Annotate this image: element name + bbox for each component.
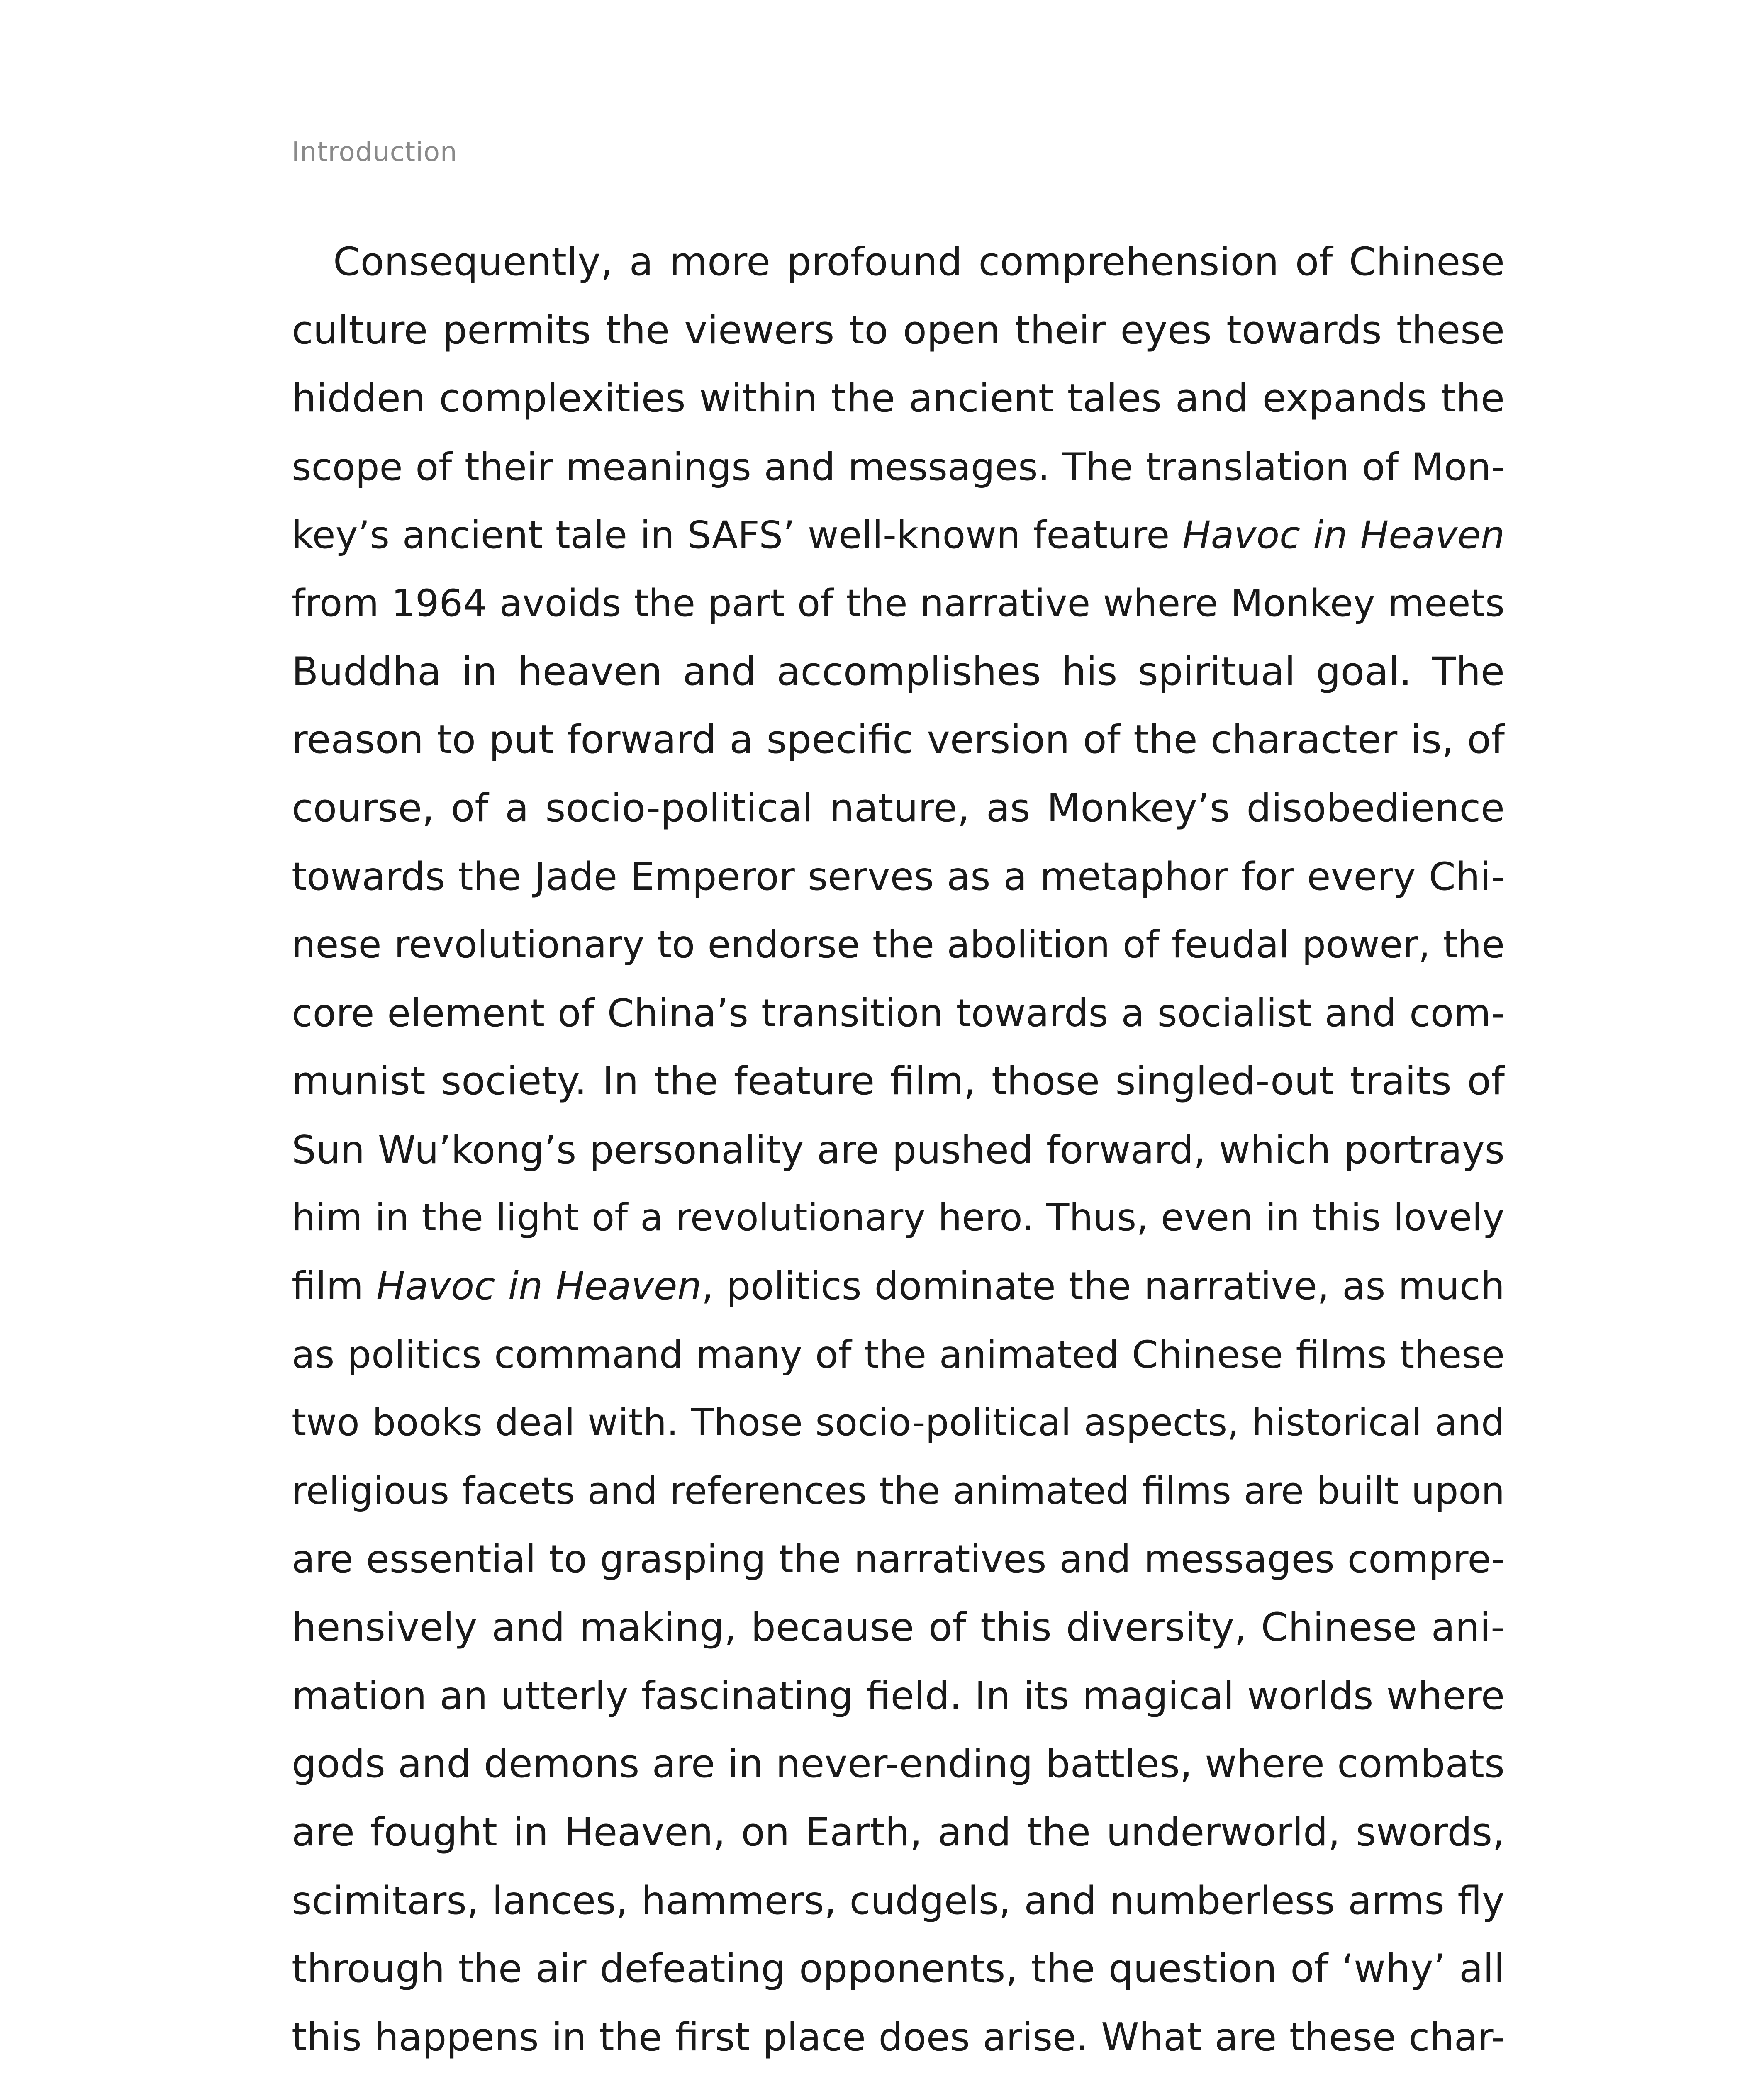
text-segment: this happens in the first place does arise. What are these char- [292,2015,1505,2060]
text-line [292,1184,1505,1252]
text-line [292,979,1505,1048]
text-line [292,1252,1505,1321]
text-segment: through the air defeating opponents, the question of ‘why’ all [292,1946,1505,1991]
film-title-italic: Havoc in Heaven [376,1263,702,1308]
text-segment: culture permits the viewers to open their eyes towards these [292,307,1505,353]
text-segment: hensively and making, because of this diversity, Chinese ani- [292,1604,1505,1650]
text-line [292,570,1505,638]
text-segment: scimitars, lances, hammers, cudgels, and numberless arms fly [292,1878,1505,1923]
text-line [292,365,1505,433]
text-segment: core element of China’s transition towards a socialist and com- [292,991,1505,1035]
text-line [292,1662,1505,1730]
text-segment: towards the Jade Emperor serves as a metaphor for every Chi- [292,854,1505,899]
text-line [292,501,1505,570]
text-segment: as politics command many of the animated Chinese films these [292,1332,1505,1377]
text-line [292,1321,1505,1389]
text-segment: Sun Wu’kong’s personality are pushed forward, which portrays [292,1127,1505,1172]
text-line [292,228,1505,297]
text-line [292,1525,1505,1594]
text-segment: are fought in Heaven, on Earth, and the underworld, swords, [292,1809,1505,1855]
text-segment: course, of a socio-political nature, as Monkey’s disobedience [292,785,1505,831]
text-segment: two books deal with. Those socio-political aspects, historical and [292,1401,1505,1445]
text-segment: scope of their meanings and messages. The translation of Mon- [292,444,1505,489]
text-segment: mation an utterly fascinating field. In its magical worlds where [292,1673,1505,1719]
text-segment: reason to put forward a specific version of the character is, of [292,717,1505,763]
text-line [292,1867,1505,1935]
text-line [292,1457,1505,1526]
text-segment: hidden complexities within the ancient tales and expands the [292,376,1505,421]
text-line [292,1389,1505,1457]
text-line [292,2003,1505,2072]
text-segment: film [292,1263,376,1308]
text-line [292,433,1505,501]
text-line [292,706,1505,774]
text-line [292,638,1505,706]
text-line [292,1799,1505,1867]
text-line [292,1047,1505,1116]
text-line [292,1935,1505,2003]
text-line [292,842,1505,911]
text-line [292,774,1505,843]
text-line [292,297,1505,365]
text-line [292,911,1505,979]
text-line [292,1116,1505,1184]
body-paragraph [292,228,1505,2072]
text-segment: from 1964 avoids the part of the narrative where Monkey meets [292,581,1505,625]
text-segment: him in the light of a revolutionary hero. Thus, even in this lovely [292,1196,1505,1240]
text-line [292,1594,1505,1662]
text-segment: Consequently, a more profound comprehension of Chinese [333,239,1505,285]
text-segment: Buddha in heaven and accomplishes his spiritual goal. The [292,649,1505,694]
text-segment: nese revolutionary to endorse the abolition of feudal power, the [292,923,1505,966]
text-segment: are essential to grasping the narratives and messages compre- [292,1537,1505,1582]
text-segment: religious facets and references the animated films are built upon [292,1469,1505,1513]
text-segment: key’s ancient tale in SAFS’ well-known feature [292,513,1183,557]
running-header: Introduction [292,137,458,168]
text-segment: munist society. In the feature film, those singled-out traits of [292,1059,1505,1104]
text-segment: , politics dominate the narrative, as much [701,1263,1505,1308]
text-line [292,1730,1505,1799]
film-title-italic: Havoc in Heaven [1182,513,1505,557]
text-segment: gods and demons are in never-ending battles, where combats [292,1741,1505,1787]
